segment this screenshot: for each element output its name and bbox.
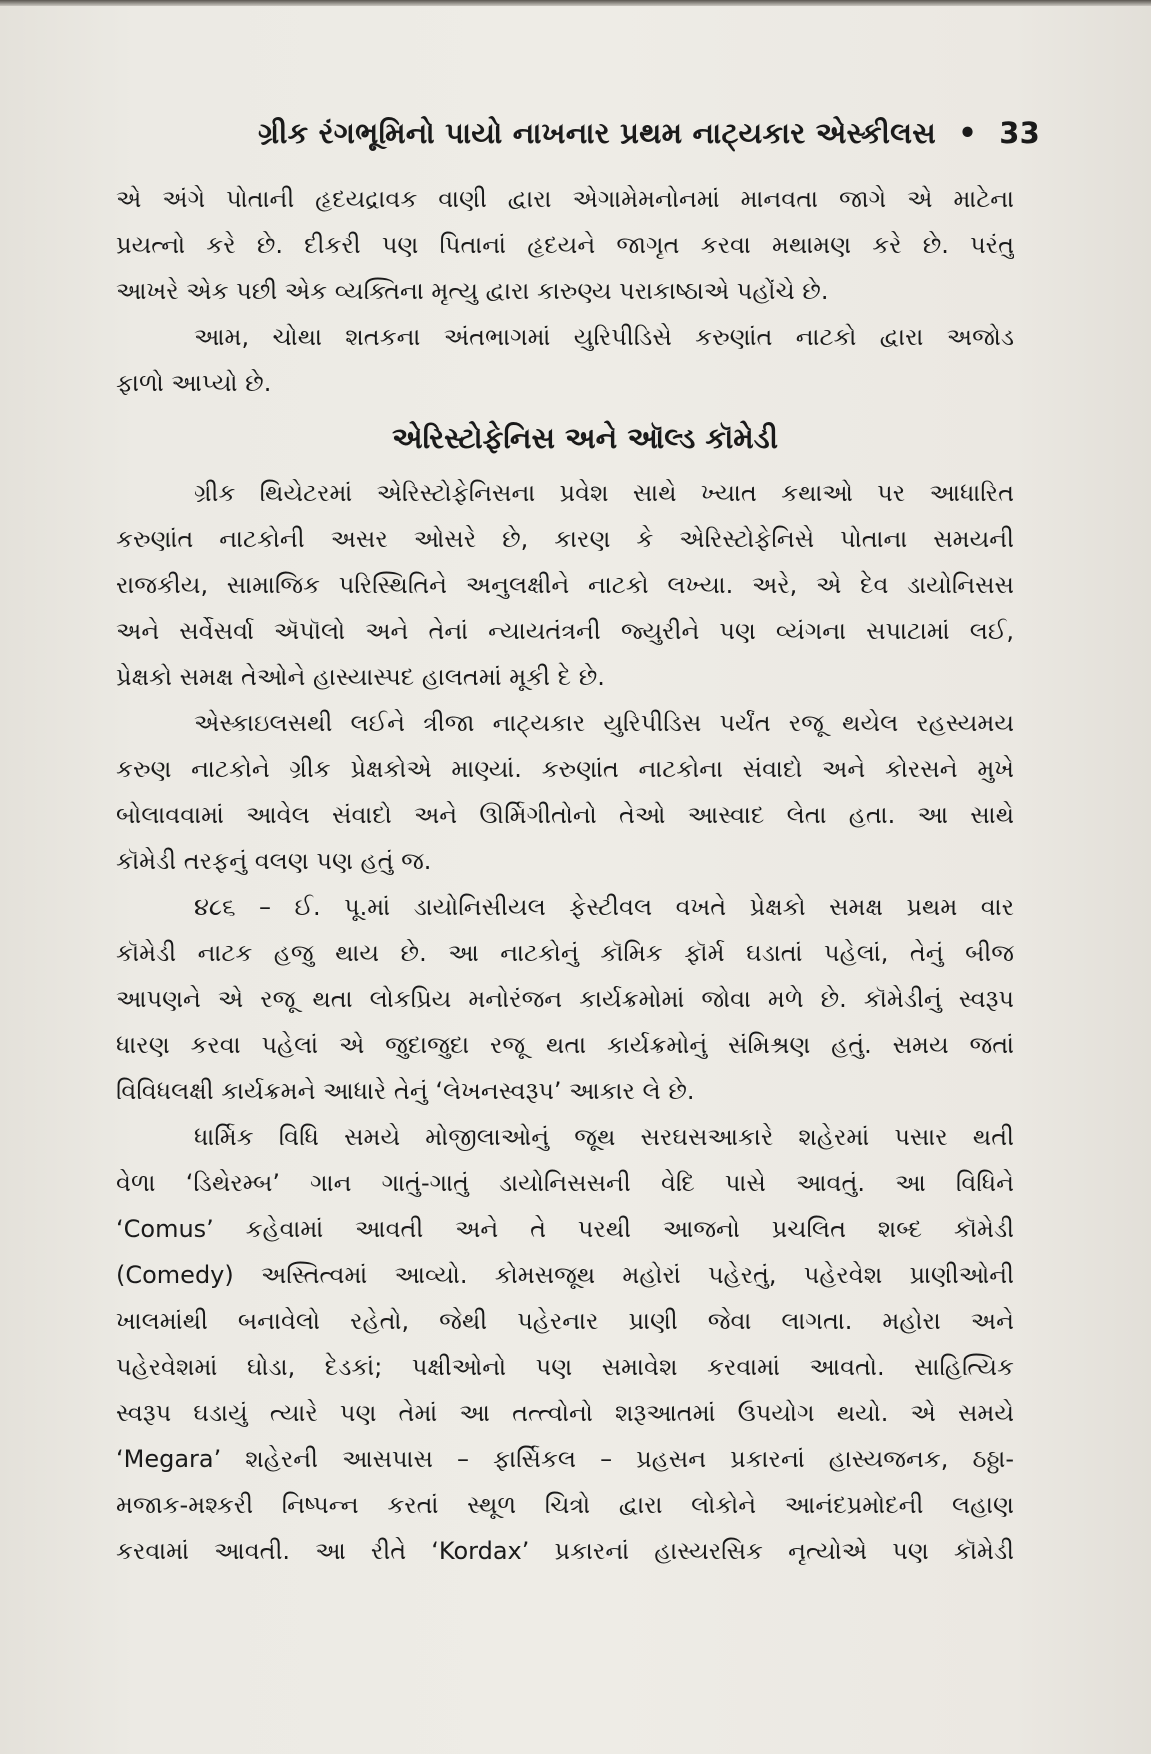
text-line: ફાળો આપ્યો છે. (116, 369, 272, 397)
text-line: સ્વરૂપ ઘડાયું ત્યારે પણ તેમાં આ તત્ત્વોનો શરૂઆતમાં ઉપયોગ થયો. એ સમયે (116, 1399, 1014, 1427)
paragraph (116, 470, 1014, 700)
text-line: કરવામાં આવતી. આ રીતે ‘Kordax’ પ્રકારનાં હાસ્યરસિક નૃત્યોએ પણ કૉમેડી (116, 1537, 1014, 1565)
running-head-bullet: • (958, 116, 977, 150)
page-top-edge (0, 0, 1151, 6)
text-line: (Comedy) અસ્તિત્વમાં આવ્યો. કોમસજૂથ મહોરાં પહેરતું, પહેરવેશ પ્રાણીઓની (116, 1261, 1014, 1289)
text-line: રાજકીય, સામાજિક પરિસ્થિતિને અનુલક્ષીને નાટકો લખ્યા. અરે, એ દેવ ડાયોનિસસ (116, 571, 1014, 599)
text-line: કરુણાંત નાટકોની અસર ઓસરે છે, કારણ કે એરિસ્ટોફેનિસે પોતાના સમયની (116, 525, 1014, 553)
paragraph (116, 884, 1014, 1114)
text-line: આપણને એ રજૂ થતા લોકપ્રિય મનોરંજન કાર્યક્રમોમાં જોવા મળે છે. કૉમેડીનું સ્વરૂપ (116, 985, 1014, 1013)
text-line: પહેરવેશમાં ઘોડા, દેડકાં; પક્ષીઓનો પણ સમાવેશ કરવામાં આવતો. સાહિત્યિક (116, 1353, 1014, 1381)
text-line: પ્રયત્નો કરે છે. દીકરી પણ પિતાનાં હૃદયને જાગૃત કરવા મથામણ કરે છે. પરંતુ (116, 231, 1014, 259)
paragraph (116, 314, 1014, 406)
paragraph (116, 176, 1014, 314)
text-line: આમ, ચોથા શતકના અંતભાગમાં યુરિપીડિસે કરુણાંત નાટકો દ્વારા અજોડ (194, 323, 1014, 351)
text-line: એ અંગે પોતાની હૃદયદ્રાવક વાણી દ્વારા એગામેમનોનમાં માનવતા જાગે એ માટેના (116, 185, 1014, 213)
page-number: 33 (999, 116, 1040, 150)
text-line: બોલાવવામાં આવેલ સંવાદો અને ઊર્મિગીતોનો તેઓ આસ્વાદ લેતા હતા. આ સાથે (116, 801, 1014, 829)
text-line: ૪૮૬ – ઈ. પૂ.માં ડાયોનિસીયલ ફેસ્ટીવલ વખતે પ્રેક્ષકો સમક્ષ પ્રથમ વાર (194, 893, 1014, 921)
text-line: ‘Megara’ શહેરની આસપાસ – ફાર્સિકલ – પ્રહસન પ્રકારનાં હાસ્યજનક, ઠઠ્ઠા- (116, 1445, 1014, 1473)
text-line: ખાલમાંથી બનાવેલો રહેતો, જેથી પહેરનાર પ્રાણી જેવા લાગતા. મહોરા અને (116, 1307, 1014, 1335)
text-line: ‘Comus’ કહેવામાં આવતી અને તે પરથી આજનો પ્રચલિત શબ્દ કૉમેડી (116, 1215, 1014, 1243)
text-line: એસ્કાઇલસથી લઈને ત્રીજા નાટ્યકાર યુરિપીડિસ પર્યંત રજૂ થયેલ રહસ્યમય (194, 709, 1014, 737)
page-body (116, 176, 1014, 1574)
running-head (200, 116, 1040, 151)
text-line: વેળા ‘ડિથેરમ્બ’ ગાન ગાતું-ગાતું ડાયોનિસસની વેદિ પાસે આવતું. આ વિધિને (116, 1169, 1014, 1197)
paragraph (116, 700, 1014, 884)
text-line: પ્રેક્ષકો સમક્ષ તેઓને હાસ્યાસ્પદ હાલતમાં મૂકી દે છે. (116, 663, 605, 691)
text-line: અને સર્વેસર્વા ઍપૉલો અને તેનાં ન્યાયતંત્રની જ્યુરીને પણ વ્યંગના સપાટામાં લઈ, (116, 617, 1014, 645)
text-line: કૉમેડી નાટક હજુ થાય છે. આ નાટકોનું કૉમિક ફૉર્મ ઘડાતાં પહેલાં, તેનું બીજ (116, 939, 1014, 967)
text-line: મજાક-મશ્કરી નિષ્પન્ન કરતાં સ્થૂળ ચિત્રો દ્વારા લોકોને આનંદપ્રમોદની લહાણ (116, 1491, 1014, 1519)
text-line: ધારણ કરવા પહેલાં એ જુદાજુદા રજૂ થતા કાર્યક્રમોનું સંમિશ્રણ હતું. સમય જતાં (116, 1031, 1014, 1059)
text-line: વિવિધલક્ષી કાર્યક્રમને આધારે તેનું ‘લેખનસ્વરૂપ’ આકાર લે છે. (116, 1077, 695, 1105)
running-head-title: ગ્રીક રંગભૂમિનો પાયો નાખનાર પ્રથમ નાટ્યકાર એસ્કીલસ (257, 116, 936, 150)
text-line: કરુણ નાટકોને ગ્રીક પ્રેક્ષકોએ માણ્યાં. કરુણાંત નાટકોના સંવાદો અને કોરસને મુખે (116, 755, 1014, 783)
section-heading: એરિસ્ટોફેનિસ અને ઑલ્ડ કૉમેડી (391, 421, 778, 455)
text-line: ગ્રીક થિયેટરમાં એરિસ્ટોફેનિસના પ્રવેશ સાથે ખ્યાત કથાઓ પર આધારિત (194, 479, 1014, 507)
text-line: કૉમેડી તરફનું વલણ પણ હતું જ. (116, 847, 432, 875)
text-line: આખરે એક પછી એક વ્યક્તિના મૃત્યુ દ્વારા કારુણ્ય પરાકાષ્ઠાએ પહોંચે છે. (116, 277, 829, 305)
text-line: ધાર્મિક વિધિ સમયે મોજીલાઓનું જૂથ સરઘસઆકારે શહેરમાં પસાર થતી (194, 1123, 1014, 1151)
paragraph (116, 1114, 1014, 1574)
